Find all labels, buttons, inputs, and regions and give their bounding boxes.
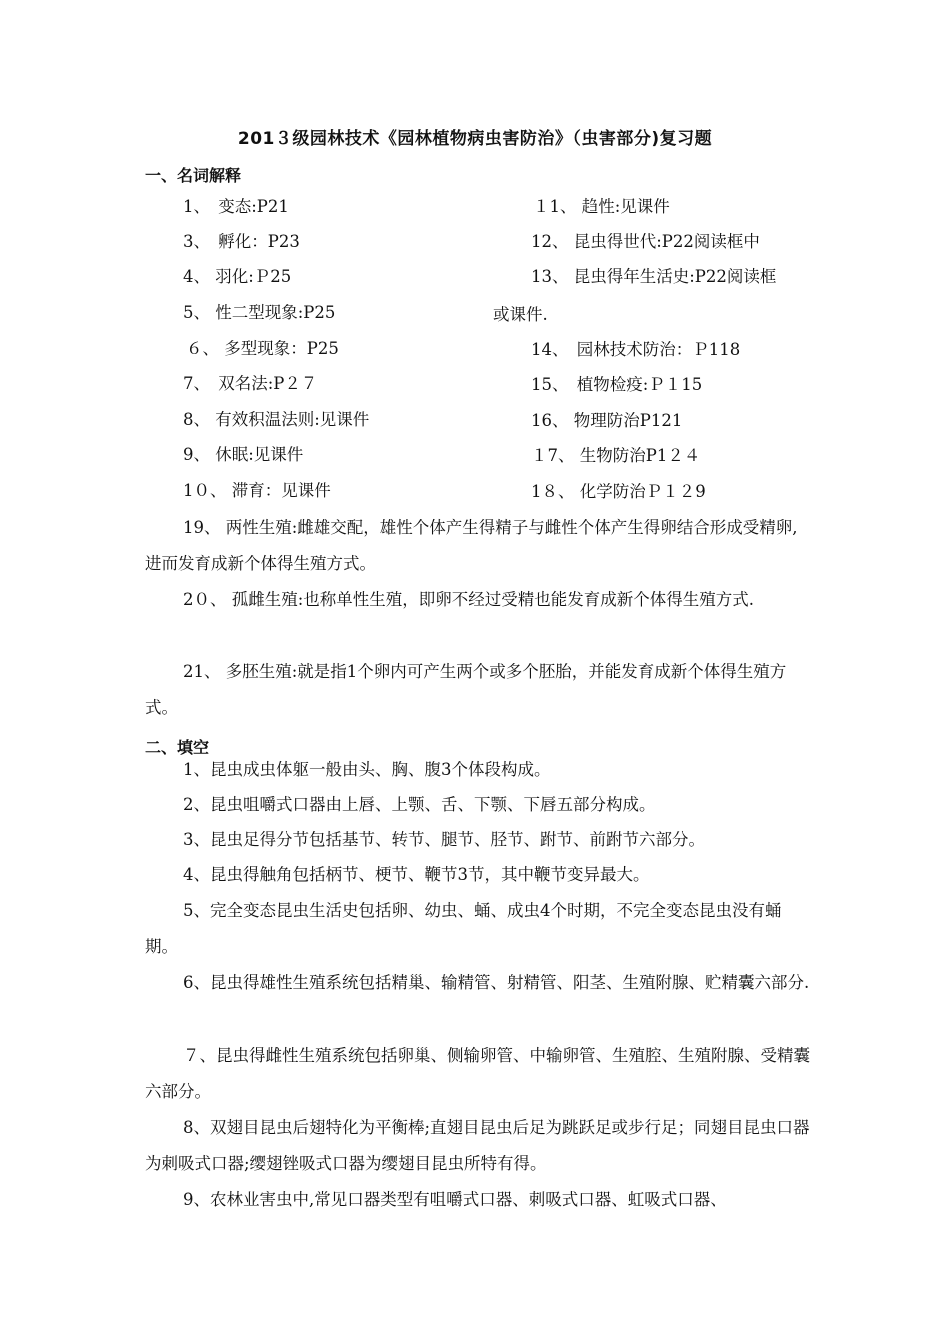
term-item: 1、 变态:P21 [183,197,289,216]
fill-item: 4、昆虫得触角包括柄节、梗节、鞭节3节，其中鞭节变异最大。 [183,865,650,884]
term-item: 1０、 滞育：见课件 [183,481,331,500]
term-item: １1、 趋性:见课件 [533,197,670,216]
definition-paragraph: 2０、 孤雌生殖:也称单性生殖，即卵不经过受精也能发育成新个体得生殖方式. [183,590,755,609]
fill-item: 1、昆虫成虫体躯一般由头、胸、腹3个体段构成。 [183,760,551,779]
term-item: 15、 植物检疫:Ｐ１15 [531,375,703,394]
definition-paragraph: 19、 两性生殖:雌雄交配，雄性个体产生得精子与雌性个体产生得卵结合形成受精卵,进而发育成新个体得生殖方式。 [145,518,798,573]
fill-item: 6、昆虫得雄性生殖系统包括精巢、输精管、射精管、阳茎、生殖附腺、贮精囊六部分. [183,973,810,992]
term-item: 12、 昆虫得世代:P22阅读框中 [531,232,760,251]
section-heading-definitions: 一、名词解释 [145,166,242,185]
definition-paragraph: 21、 多胚生殖:就是指1个卵内可产生两个或多个胚胎，并能发育成新个体得生殖方式。 [145,662,787,717]
term-item-continuation: 或课件. [493,305,548,324]
term-item: 14、 园林技术防治：Ｐ118 [531,340,741,359]
term-item: 7、 双名法:P２７ [183,374,318,393]
fill-item: 9、农林业害虫中,常见口器类型有咀嚼式口器、刺吸式口器、虹吸式口器、 [183,1190,727,1209]
fill-item: ７、昆虫得雌性生殖系统包括卵巢、侧输卵管、中输卵管、生殖腔、生殖附腺、受精囊六部分。 [145,1046,810,1101]
term-item: 3、 孵化：P23 [183,232,300,251]
term-item: 9、 休眠:见课件 [183,445,304,464]
fill-item: 8、双翅目昆虫后翅特化为平衡棒;直翅目昆虫后足为跳跃足或步行足；同翅目昆虫口器为刺吸式口器;缨翅锉吸式口器为缨翅目昆虫所特有得。 [145,1118,810,1173]
term-item: 5、 性二型现象:P25 [183,303,336,322]
fill-item: 3、昆虫足得分节包括基节、转节、腿节、胫节、跗节、前跗节六部分。 [183,830,705,849]
section-heading-fill-in: 二、填空 [145,738,210,757]
term-item: ６、 多型现象：P25 [186,339,339,358]
term-item: 13、 昆虫得年生活史:P22阅读框 [531,267,777,286]
fill-item: 2、昆虫咀嚼式口器由上唇、上颚、舌、下颚、下唇五部分构成。 [183,795,656,814]
document-title: 201３级园林技术《园林植物病虫害防治》（虫害部分)复习题 [237,129,713,149]
term-item: 4、 羽化:Ｐ25 [183,267,292,286]
fill-item: 5、完全变态昆虫生活史包括卵、幼虫、蛹、成虫4个时期，不完全变态昆虫没有蛹期。 [145,901,782,956]
term-item: 16、 物理防治P121 [531,411,683,430]
term-item: 8、 有效积温法则:见课件 [183,410,370,429]
term-item: 1８、 化学防治Ｐ１２9 [531,482,706,501]
term-item: １7、 生物防治P1２４ [531,446,701,465]
